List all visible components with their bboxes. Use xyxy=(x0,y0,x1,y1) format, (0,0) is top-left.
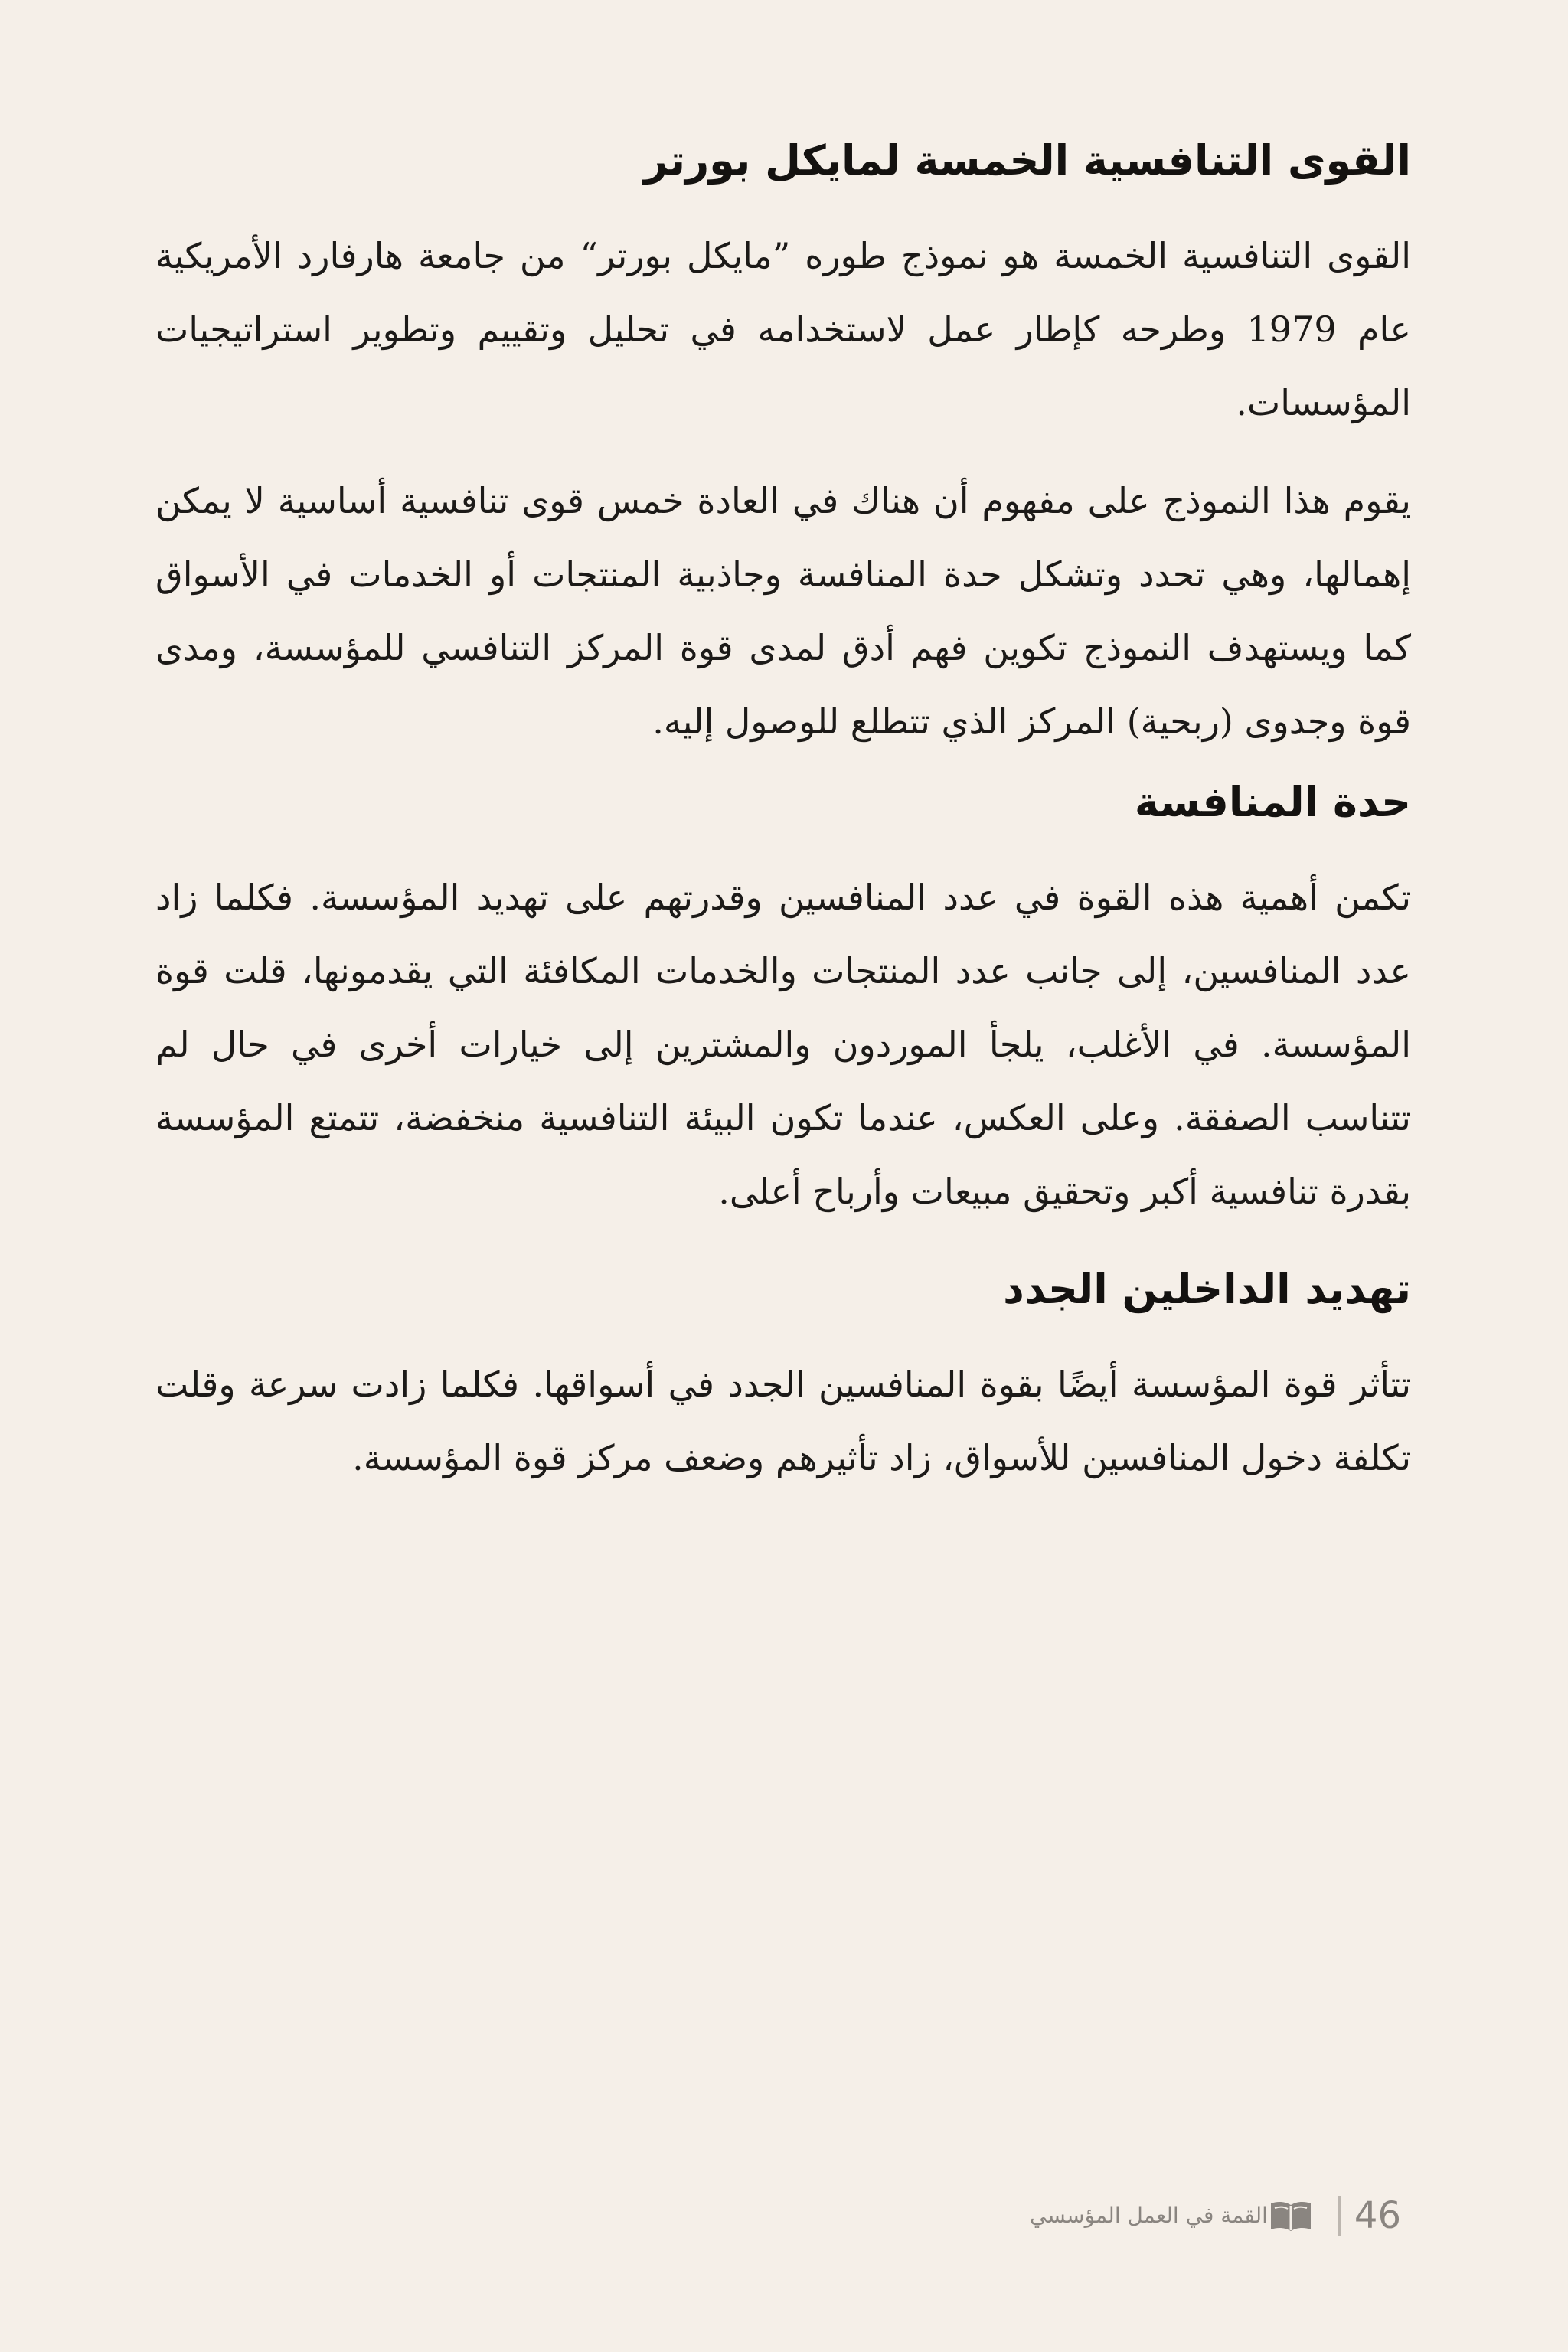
book-title: القمة في العمل المؤسسي xyxy=(1029,2203,1268,2228)
page-content xyxy=(155,130,1411,1494)
section-paragraph-new-entrants: تتأثر قوة المؤسسة أيضًا بقوة المنافسين الجدد في أسواقها. فكلما زادت سرعة وقلت تكلفة دخول المنافسين للأسواق، زاد تأثيرهم وضعف مركز قوة المؤسسة. xyxy=(155,1364,1411,1478)
section-paragraph-rivalry: تكمن أهمية هذه القوة في عدد المنافسين وقدرتهم على تهديد المؤسسة. فكلما زاد عدد المنافسين، إلى جانب عدد المنتجات والخدمات المكافئة التي يقدمونها، قلت قوة المؤسسة. في الأغلب، يلجأ الموردون والمشترين إلى خيارات أخرى في حال لم تتناسب الصفقة. وعلى العكس، عندما تكون البيئة التنافسية منخفضة، تتمتع المؤسسة بقدرة تنافسية أكبر وتحقيق مبيعات وأرباح أعلى. xyxy=(155,877,1411,1212)
section-heading-rivalry: حدة المنافسة xyxy=(1134,778,1411,826)
footer-divider xyxy=(1338,2196,1341,2236)
page-number: 46 xyxy=(1354,2194,1401,2237)
concept-paragraph: يقوم هذا النموذج على مفهوم أن هناك في العادة خمس قوى تنافسية أساسية لا يمكن إهمالها، وهي تحدد وتشكل حدة المنافسة وجاذبية المنتجات أو الخدمات في الأسواق كما ويستهدف النموذج تكوين فهم أدق لمدى قوة المركز التنافسي للمؤسسة، ومدى قوة وجدوى (ربحية) المركز الذي تتطلع للوصول إليه. xyxy=(155,480,1411,742)
page-footer xyxy=(1030,2191,1401,2240)
intro-paragraph: القوى التنافسية الخمسة هو نموذج طوره ”مايكل بورتر“ من جامعة هارفارد الأمريكية عام 1979 وطرحه كإطار عمل لاستخدامه في تحليل وتقييم وتطوير استراتيجيات المؤسسات. xyxy=(155,235,1411,423)
section-heading-new-entrants: تهديد الداخلين الجدد xyxy=(1003,1265,1411,1313)
open-book-icon xyxy=(1268,2199,1314,2233)
page-title: القوى التنافسية الخمسة لمايكل بورتر xyxy=(644,136,1411,185)
